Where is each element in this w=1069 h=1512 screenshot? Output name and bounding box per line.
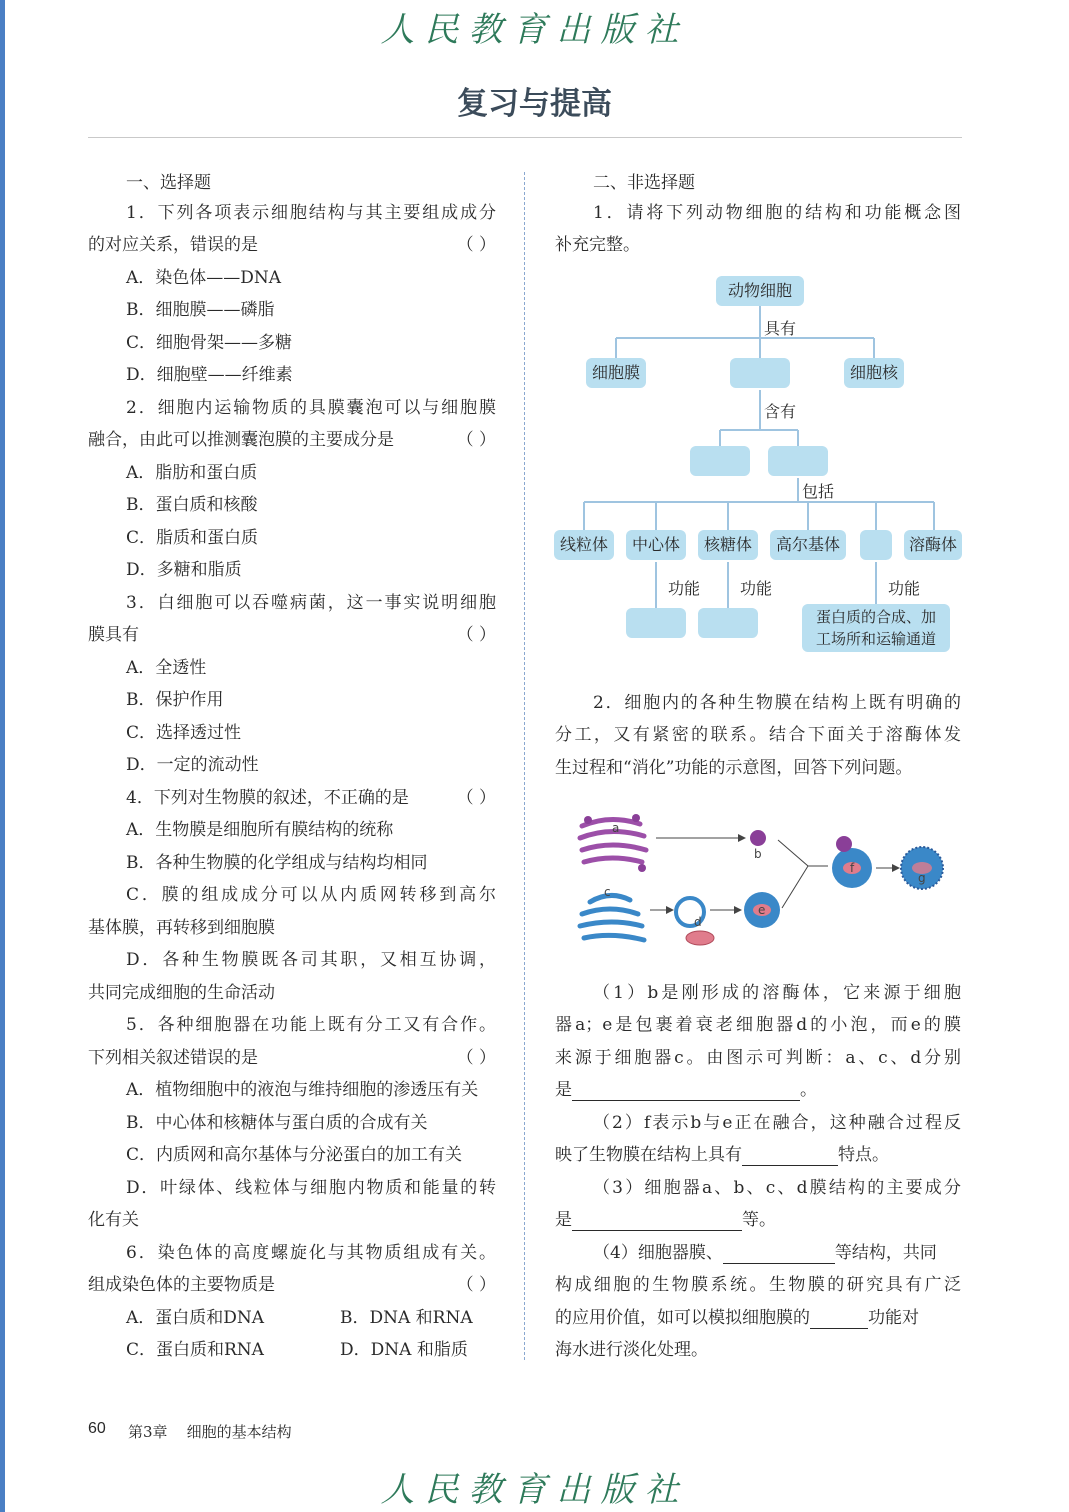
q6-option-b[interactable]: B．DNA 和RNA xyxy=(340,1308,473,1328)
label-f: f xyxy=(850,861,855,875)
concept-membrane: 细胞膜 xyxy=(586,358,646,388)
q3-line2: 膜具有 （ ） xyxy=(88,625,496,645)
label-d: d xyxy=(694,915,702,929)
q5-option-c[interactable]: C．内质网和高尔基体与分泌蛋白的加工有关 xyxy=(126,1145,463,1165)
section-heading-nonchoice: 二、非选择题 xyxy=(593,173,695,193)
r-q2-line2: 分工，又有紧密的联系。结合下面关于溶酶体发 xyxy=(555,725,961,745)
sub1-line4: 是 。 xyxy=(555,1080,817,1100)
sub4-line2: 构成细胞的生物膜系统。生物膜的研究具有广泛 xyxy=(555,1275,961,1295)
q2-option-c[interactable]: C．脂质和蛋白质 xyxy=(126,528,259,548)
q5-option-d-line1[interactable]: D．叶绿体、线粒体与细胞内物质和能量的转 xyxy=(126,1178,496,1198)
concept-blank-centro-func[interactable] xyxy=(626,608,686,638)
q3-option-d[interactable]: D．一定的流动性 xyxy=(126,755,259,775)
q4-option-d-line2[interactable]: 共同完成细胞的生命活动 xyxy=(88,983,275,1003)
lysosome-b xyxy=(750,830,766,846)
q1-answer-paren[interactable]: （ ） xyxy=(456,235,496,255)
concept-root: 动物细胞 xyxy=(716,276,804,306)
q2-option-a[interactable]: A．脂肪和蛋白质 xyxy=(126,463,258,483)
concept-blank-er[interactable] xyxy=(860,530,892,560)
q3-option-c[interactable]: C．选择透过性 xyxy=(126,723,242,743)
sub3-answer-blank[interactable] xyxy=(572,1212,742,1231)
label-e: e xyxy=(758,903,766,917)
concept-er-function: 蛋白质的合成、加 工场所和运输通道 xyxy=(802,604,950,652)
label-func-1: 功能 xyxy=(668,579,701,598)
column-divider xyxy=(524,172,525,1360)
q5-line2: 下列相关叙述错误的是 （ ） xyxy=(88,1048,496,1068)
q3-option-b[interactable]: B．保护作用 xyxy=(126,690,224,710)
section-heading-choice: 一、选择题 xyxy=(126,173,211,193)
label-includes: 包括 xyxy=(802,482,835,501)
sub1-answer-blank[interactable] xyxy=(572,1082,800,1101)
sub4-answer-blank-1[interactable] xyxy=(723,1245,835,1264)
sub1-line1: （1）b是刚形成的溶酶体，它来源于细胞 xyxy=(593,983,961,1003)
sub2-line2: 映了生物膜在结构上具有 特点。 xyxy=(555,1145,889,1165)
q3-line1: 3．白细胞可以吞噬病菌，这一事实说明细胞 xyxy=(126,593,496,613)
q4-option-c-line1[interactable]: C．膜的组成成分可以从内质网转移到高尔 xyxy=(126,885,496,905)
label-has: 具有 xyxy=(764,319,797,338)
label-g: g xyxy=(918,871,926,885)
sub4-answer-blank-2[interactable] xyxy=(810,1310,868,1329)
label-c: c xyxy=(604,885,611,899)
publisher-logo-top: 人民教育出版社 xyxy=(380,10,689,50)
concept-ribosome: 核糖体 xyxy=(698,530,758,560)
sub3-line1: （3）细胞器a、b、c、d膜结构的主要成分 xyxy=(593,1178,961,1198)
concept-mitochondria: 线粒体 xyxy=(554,530,614,560)
concept-blank-ribo-func[interactable] xyxy=(698,608,758,638)
concept-blank-cytoplasm[interactable] xyxy=(730,358,790,388)
q6-line2: 组成染色体的主要物质是 （ ） xyxy=(88,1275,496,1295)
q1-line2: 的对应关系，错误的是 （ ） xyxy=(88,235,496,255)
q6-line1: 6．染色体的高度螺旋化与其物质组成有关。 xyxy=(126,1243,496,1263)
q6-answer-paren[interactable]: （ ） xyxy=(456,1275,496,1295)
q5-option-b[interactable]: B．中心体和核糖体与蛋白质的合成有关 xyxy=(126,1113,428,1133)
r-q1-line1: 1．请将下列动物细胞的结构和功能概念图 xyxy=(593,203,961,223)
sub4-line4: 海水进行淡化处理。 xyxy=(555,1340,708,1360)
publisher-logo-bottom: 人民教育出版社 xyxy=(380,1470,689,1510)
label-func-2: 功能 xyxy=(740,579,773,598)
q4-option-c-line2[interactable]: 基体膜，再转移到细胞膜 xyxy=(88,918,275,938)
q1-option-d[interactable]: D．细胞壁——纤维素 xyxy=(126,365,293,385)
q1-option-b[interactable]: B．细胞膜——磷脂 xyxy=(126,300,275,320)
q5-line1: 5．各种细胞器在功能上既有分工又有合作。 xyxy=(126,1015,496,1035)
lysosome-diagram xyxy=(570,806,960,956)
label-func-3: 功能 xyxy=(888,579,921,598)
q1-option-a[interactable]: A．染色体——DNA xyxy=(126,268,282,288)
q4-option-d-line1[interactable]: D．各种生物膜既各司其职，又相互协调， xyxy=(126,950,496,970)
page-number: 60 xyxy=(88,1420,106,1437)
q4-line1: 4．下列对生物膜的叙述，不正确的是 （ ） xyxy=(126,788,496,808)
q2-answer-paren[interactable]: （ ） xyxy=(456,430,496,450)
concept-centrosome: 中心体 xyxy=(626,530,686,560)
label-contains: 含有 xyxy=(764,402,797,421)
q2-line2: 融合，由此可以推测囊泡膜的主要成分是 （ ） xyxy=(88,430,496,450)
sub2-line1: （2）f表示b与e正在融合，这种融合过程反 xyxy=(593,1113,961,1133)
q5-option-a[interactable]: A．植物细胞中的液泡与维持细胞的渗透压有关 xyxy=(126,1080,479,1100)
concept-blank-organelle[interactable] xyxy=(768,446,828,476)
concept-lysosome: 溶酶体 xyxy=(904,530,962,560)
label-a: a xyxy=(612,821,620,835)
endoplasmic-reticulum-c xyxy=(580,895,644,940)
q6-option-d[interactable]: D．DNA 和脂质 xyxy=(340,1340,468,1360)
q6-option-a[interactable]: A．蛋白质和DNA xyxy=(126,1308,265,1328)
concept-map xyxy=(550,268,960,663)
q3-option-a[interactable]: A．全透性 xyxy=(126,658,207,678)
q3-answer-paren[interactable]: （ ） xyxy=(456,625,496,645)
sub2-answer-blank[interactable] xyxy=(742,1147,838,1166)
page-edge-bar xyxy=(0,0,5,1512)
q2-option-b[interactable]: B．蛋白质和核酸 xyxy=(126,495,258,515)
q5-answer-paren[interactable]: （ ） xyxy=(456,1048,496,1068)
q6-option-c[interactable]: C．蛋白质和RNA xyxy=(126,1340,264,1360)
concept-golgi: 高尔基体 xyxy=(770,530,846,560)
q2-option-d[interactable]: D．多糖和脂质 xyxy=(126,560,242,580)
concept-nucleus: 细胞核 xyxy=(844,358,904,388)
title-divider xyxy=(88,137,962,138)
page-title: 复习与提高 xyxy=(457,86,612,122)
q4-option-b[interactable]: B．各种生物膜的化学组成与结构均相同 xyxy=(126,853,428,873)
r-q1-line2: 补充完整。 xyxy=(555,235,640,255)
label-b: b xyxy=(754,847,762,861)
q5-option-d-line2[interactable]: 化有关 xyxy=(88,1210,139,1230)
sub4-line1: （4）细胞器膜、 等结构，共同 xyxy=(593,1243,937,1263)
q1-option-c[interactable]: C．细胞骨架——多糖 xyxy=(126,333,293,353)
q1-line1: 1．下列各项表示细胞结构与其主要组成成分 xyxy=(126,203,496,223)
r-q2-line1: 2．细胞内的各种生物膜在结构上既有明确的 xyxy=(593,693,961,713)
concept-blank-1[interactable] xyxy=(690,446,750,476)
q2-line1: 2．细胞内运输物质的具膜囊泡可以与细胞膜 xyxy=(126,398,496,418)
q4-option-a[interactable]: A．生物膜是细胞所有膜结构的统称 xyxy=(126,820,394,840)
sub3-line2: 是 等。 xyxy=(555,1210,776,1230)
r-q2-line3: 生过程和“消化”功能的示意图，回答下列问题。 xyxy=(555,758,913,778)
q4-answer-paren[interactable]: （ ） xyxy=(456,788,496,808)
sub1-line2: 器a；e是包裹着衰老细胞器d的小泡，而e的膜 xyxy=(555,1015,961,1035)
sub4-line3: 的应用价值，如可以模拟细胞膜的 功能对 xyxy=(555,1308,919,1328)
chapter-label: 第3章 细胞的基本结构 xyxy=(128,1423,292,1441)
sub1-line3: 来源于细胞器c。由图示可判断：a、c、d分别 xyxy=(555,1048,961,1068)
